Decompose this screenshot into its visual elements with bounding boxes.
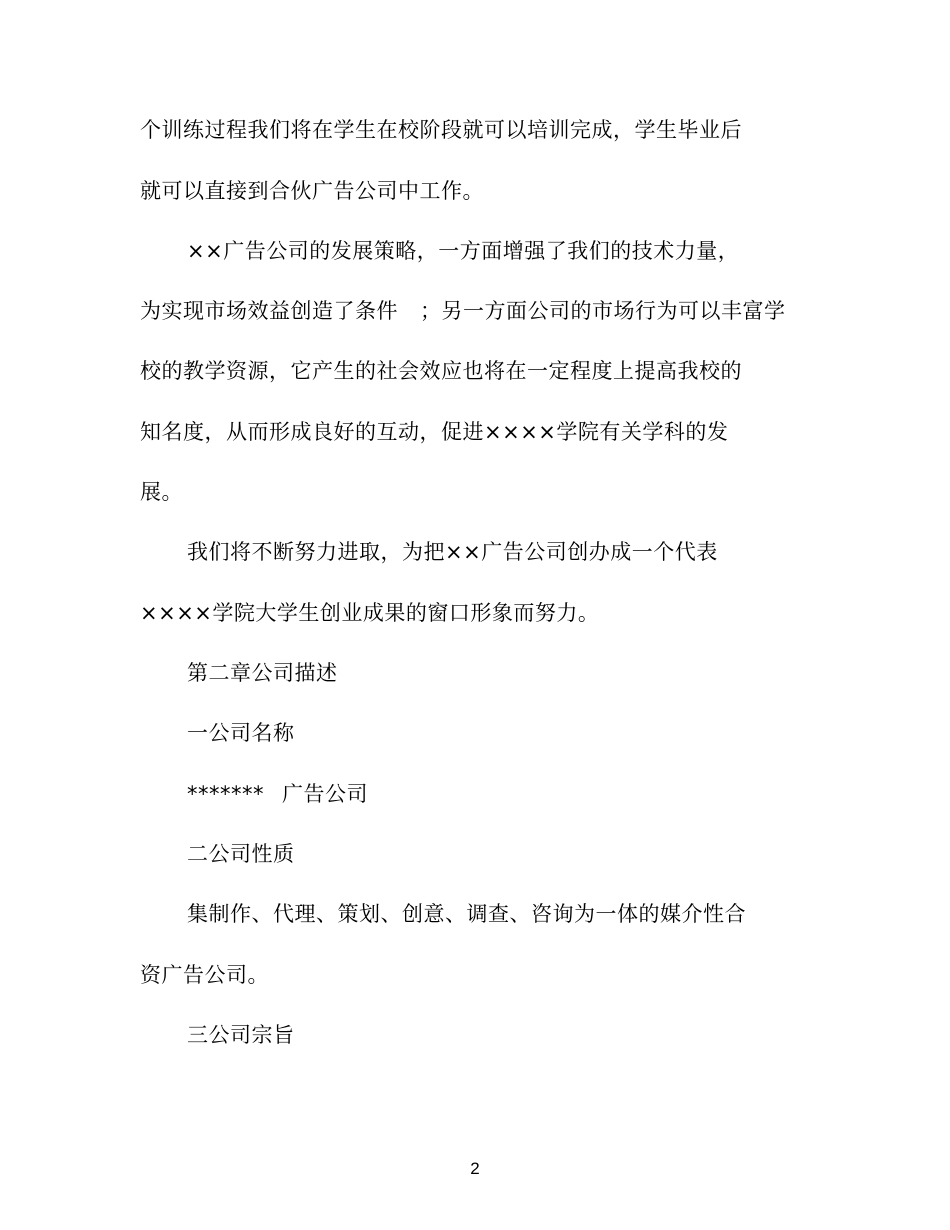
paragraph-line: 校的教学资源，它产生的社会效应也将在一定程度上提高我校的: [140, 359, 742, 383]
paragraph-line: 资广告公司。: [140, 963, 269, 987]
section-heading: 一公司名称: [187, 721, 295, 745]
section-heading: 二公司性质: [187, 842, 295, 866]
section-heading: 三公司宗旨: [187, 1023, 295, 1047]
page-number: 2: [470, 1159, 480, 1178]
paragraph-line: 集制作、代理、策划、创意、调查、咨询为一体的媒介性合: [187, 902, 746, 926]
line-fragment: ；另一方面公司的市场行为可以丰富学: [420, 299, 786, 323]
paragraph-line: 我们将不断努力进取，为把××广告公司创办成一个代表: [187, 540, 718, 564]
paragraph-line: 就可以直接到合伙广告公司中工作。: [140, 179, 484, 203]
paragraph-line: 个训练过程我们将在学生在校阶段就可以培训完成，学生毕业后: [140, 118, 742, 142]
paragraph-line: 展。: [140, 480, 183, 504]
paragraph-line: ××××学院大学生创业成果的窗口形象而努力。: [140, 601, 600, 625]
company-type: 广告公司: [282, 782, 368, 806]
paragraph-line: 知名度，从而形成良好的互动，促进××××学院有关学科的发: [140, 420, 729, 444]
paragraph-line: ××广告公司的发展策略，一方面增强了我们的技术力量，: [187, 239, 740, 263]
line-fragment: 为实现市场效益创造了条件: [140, 299, 398, 323]
paragraph-line: [140, 297, 786, 325]
chapter-heading: 第二章公司描述: [187, 661, 338, 685]
masked-name: *******: [187, 782, 264, 806]
company-name-line: [187, 780, 368, 808]
